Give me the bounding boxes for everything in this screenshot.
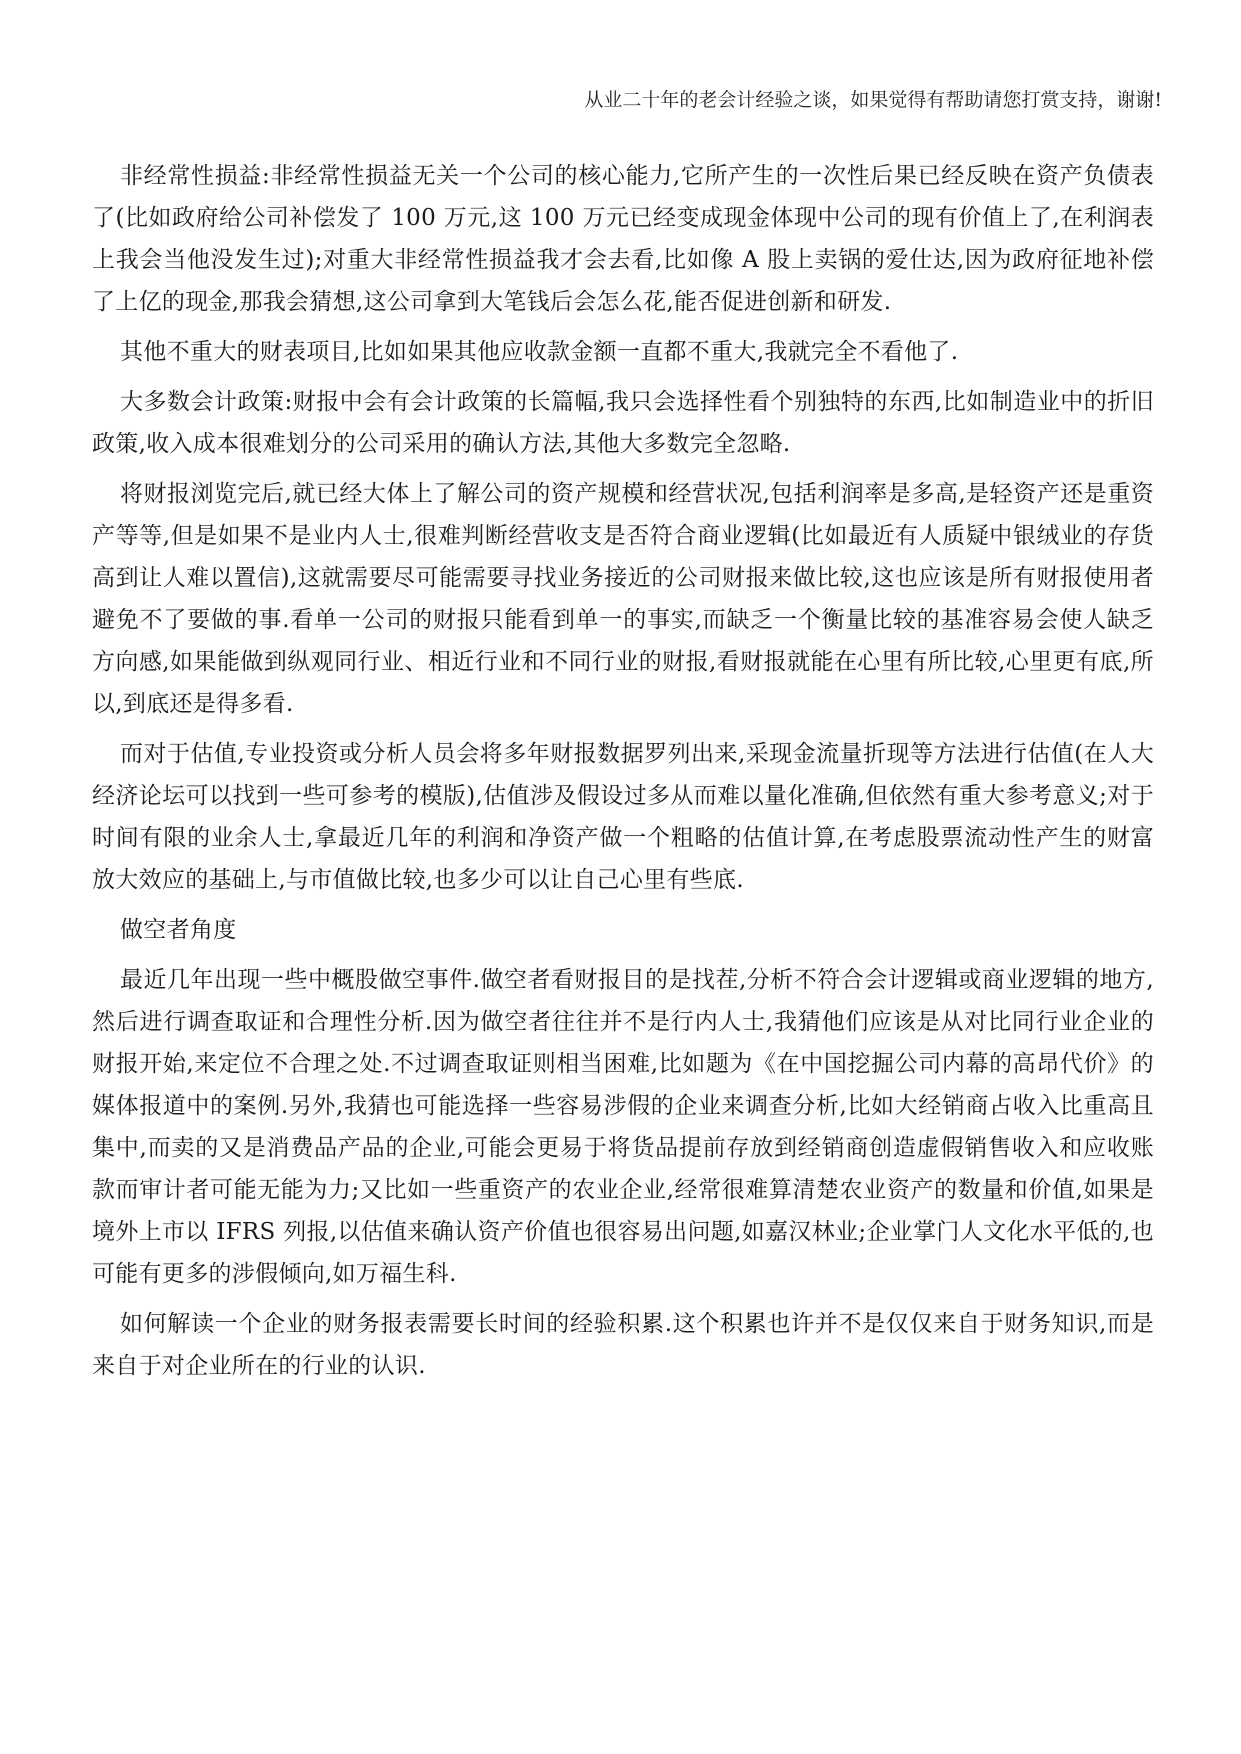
paragraph-minor-items: 其他不重大的财表项目,比如如果其他应收款金额一直都不重大,我就完全不看他了.: [120, 339, 959, 365]
section-heading-short-seller: 做空者角度: [120, 917, 237, 943]
article-body: [92, 155, 1154, 1395]
paragraph-valuation: 而对于估值,专业投资或分析人员会将多年财报数据罗列出来,采现金流量折现等方法进行估值(在人大经济论坛可以找到一些可参考的模版),估值涉及假设过多从而难以量化准确,但依然有重大参考意义;对于时间有限的业余人士,拿最近几年的利润和净资产做一个粗略的估值计算,在考虑股票流动性产生的财富放大效应的基础上,与市值做比较,也多少可以让自己心里有些底.: [92, 741, 1154, 893]
paragraph-nonrecurring-gains: 非经常性损益:非经常性损益无关一个公司的核心能力,它所产生的一次性后果已经反映在资产负债表了(比如政府给公司补偿发了 100 万元,这 100 万元已经变成现金体现中公司的现有价值上了,在利润表上我会当他没发生过);对重大非经常性损益我才会去看,比如像 A 股上卖锅的爱仕达,因为政府征地补偿了上亿的现金,那我会猜想,这公司拿到大笔钱后会怎么花,能否促进创新和研发.: [92, 163, 1154, 315]
paragraph-accounting-policies: 大多数会计政策:财报中会有会计政策的长篇幅,我只会选择性看个别独特的东西,比如制造业中的折旧政策,收入成本很难划分的公司采用的确认方法,其他大多数完全忽略.: [92, 389, 1154, 457]
paragraph-comparison: 将财报浏览完后,就已经大体上了解公司的资产规模和经营状况,包括利润率是多高,是轻资产还是重资产等等,但是如果不是业内人士,很难判断经营收支是否符合商业逻辑(比如最近有人质疑中银绒业的存货高到让人难以置信),这就需要尽可能需要寻找业务接近的公司财报来做比较,这也应该是所有财报使用者避免不了要做的事.看单一公司的财报只能看到单一的事实,而缺乏一个衡量比较的基准容易会使人缺乏方向感,如果能做到纵观同行业、相近行业和不同行业的财报,看财报就能在心里有所比较,心里更有底,所以,到底还是得多看.: [92, 481, 1154, 717]
paragraph-conclusion: 如何解读一个企业的财务报表需要长时间的经验积累.这个积累也许并不是仅仅来自于财务知识,而是来自于对企业所在的行业的认识.: [92, 1311, 1154, 1379]
paragraph-short-seller: 最近几年出现一些中概股做空事件.做空者看财报目的是找茬,分析不符合会计逻辑或商业逻辑的地方,然后进行调查取证和合理性分析.因为做空者往往并不是行内人士,我猜他们应该是从对比同行业企业的财报开始,来定位不合理之处.不过调查取证则相当困难,比如题为《在中国挖掘公司内幕的高昂代价》的媒体报道中的案例.另外,我猜也可能选择一些容易涉假的企业来调查分析,比如大经销商占收入比重高且集中,而卖的又是消费品产品的企业,可能会更易于将货品提前存放到经销商创造虚假销售收入和应收账款而审计者可能无能为力;又比如一些重资产的农业企业,经常很难算清楚农业资产的数量和价值,如果是境外上市以 IFRS 列报,以估值来确认资产价值也很容易出问题,如嘉汉林业;企业掌门人文化水平低的,也可能有更多的涉假倾向,如万福生科.: [92, 967, 1154, 1287]
header-note: 从业二十年的老会计经验之谈，如果觉得有帮助请您打赏支持，谢谢!: [584, 89, 1162, 111]
